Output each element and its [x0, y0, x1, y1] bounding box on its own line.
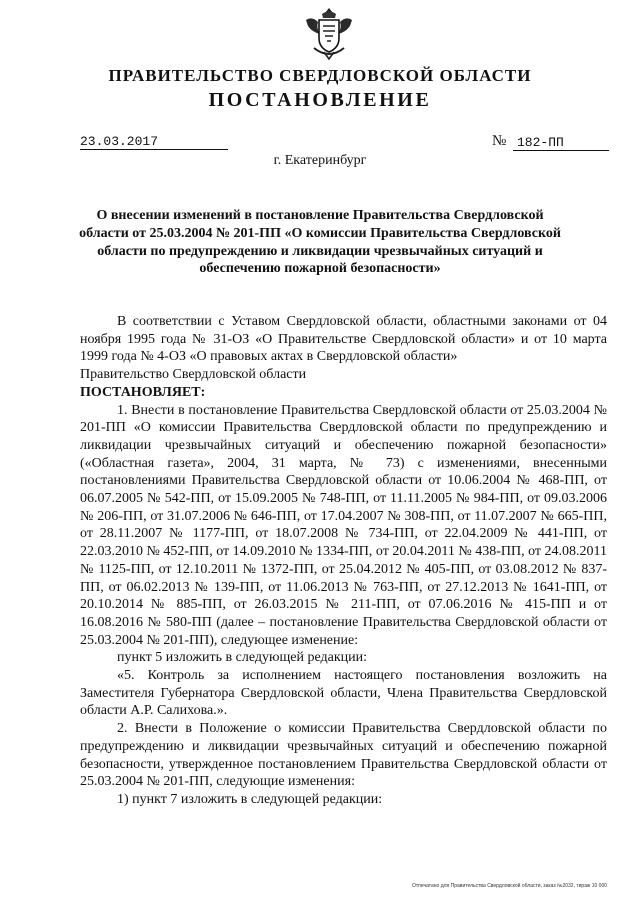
document-type: ПОСТАНОВЛЕНИЕ	[208, 89, 432, 111]
item-1-subparagraph: пункт 5 изложить в следующей редакции:	[117, 650, 367, 666]
preamble-government: Правительство Свердловской области	[80, 367, 307, 383]
coat-of-arms-icon	[302, 6, 356, 62]
decree-heading: ПОСТАНОВЛЯЕТ:	[80, 384, 206, 400]
document-date: 23.03.2017	[80, 134, 228, 150]
document-body	[80, 313, 607, 809]
item-1-quote: «5. Контроль за исполнением настоящего постановления возложить на Заместителя Губернатора Свердловской области, Члена Правительства Свердловской области А.Р. Салихова.».	[80, 668, 607, 719]
document-title: О внесении изменений в постановление Правительства Свердловской области от 25.03.2004 № 201-ПП «О комиссии Правительства Свердловской области по предупреждению и ликвидации чрезвычайных ситуаций и обеспечению пожарной безопасности»	[79, 208, 561, 277]
preamble-paragraph: В соответствии с Уставом Свердловской области, областными законами от 04 ноября 1995 года № 31-ОЗ «О Правительстве Свердловской области» и от 10 марта 1999 года № 4-ОЗ «О правовых актах в Свердловской области»	[80, 314, 607, 365]
number-sign: №	[492, 133, 507, 149]
item-1-paragraph: 1. Внести в постановление Правительства Свердловской области от 25.03.2004 № 201-ПП «О комиссии Правительства Свердловской области по предупреждению и ликвидации чрезвычайных ситуаций и обеспечению пожарной безопасности» («Областная газета», 2004, 31 марта, № 73) с изменениями, внесенными постановлениями Правительства Свердловской области от 10.06.2004 № 468-ПП, от 06.07.2005 № 542-ПП, от 15.09.2005 № 748-ПП, от 11.11.2005 № 984-ПП, от 09.03.2006 № 206-ПП, от 31.07.2006 № 646-ПП, от 17.04.2007 № 308-ПП, от 11.07.2007 № 665-ПП, от 28.11.2007 № 1177-ПП, от 18.07.2008 № 734-ПП, от 22.04.2009 № 441-ПП, от 22.03.2010 № 452-ПП, от 14.09.2010 № 1334-ПП, от 20.04.2011 № 438-ПП, от 24.08.2011 № 1125-ПП, от 12.10.2011 № 1372-ПП, от 25.04.2012 № 405-ПП, от 03.08.2012 № 837-ПП, от 06.02.2013 № 139-ПП, от 11.06.2013 № 763-ПП, от 27.12.2013 № 1641-ПП, от 20.10.2014 № 885-ПП, от 26.03.2015 № 211-ПП, от 07.06.2016 № 415-ПП и от 16.08.2016 № 580-ПП (далее – постановление Правительства Свердловской области от 25.03.2004 № 201-ПП), следующее изменение:	[80, 402, 607, 648]
document-number: 182-ПП	[513, 135, 609, 151]
item-2-paragraph: 2. Внести в Положение о комиссии Правительства Свердловской области по предупреждению и ликвидации чрезвычайных ситуаций и обеспечению пожарной безопасности, утвержденное постановлением Правительства Свердловской области от 25.03.2004 № 201-ПП, следующие изменения:	[80, 721, 607, 790]
print-footer: Отпечатано для Правительства Свердловской области, заказ №2032, тираж 10 000	[412, 883, 608, 889]
item-2-subparagraph: 1) пункт 7 изложить в следующей редакции:	[117, 791, 383, 807]
organization-name: ПРАВИТЕЛЬСТВО СВЕРДЛОВСКОЙ ОБЛАСТИ	[108, 66, 532, 85]
city-name: г. Екатеринбург	[273, 153, 367, 168]
